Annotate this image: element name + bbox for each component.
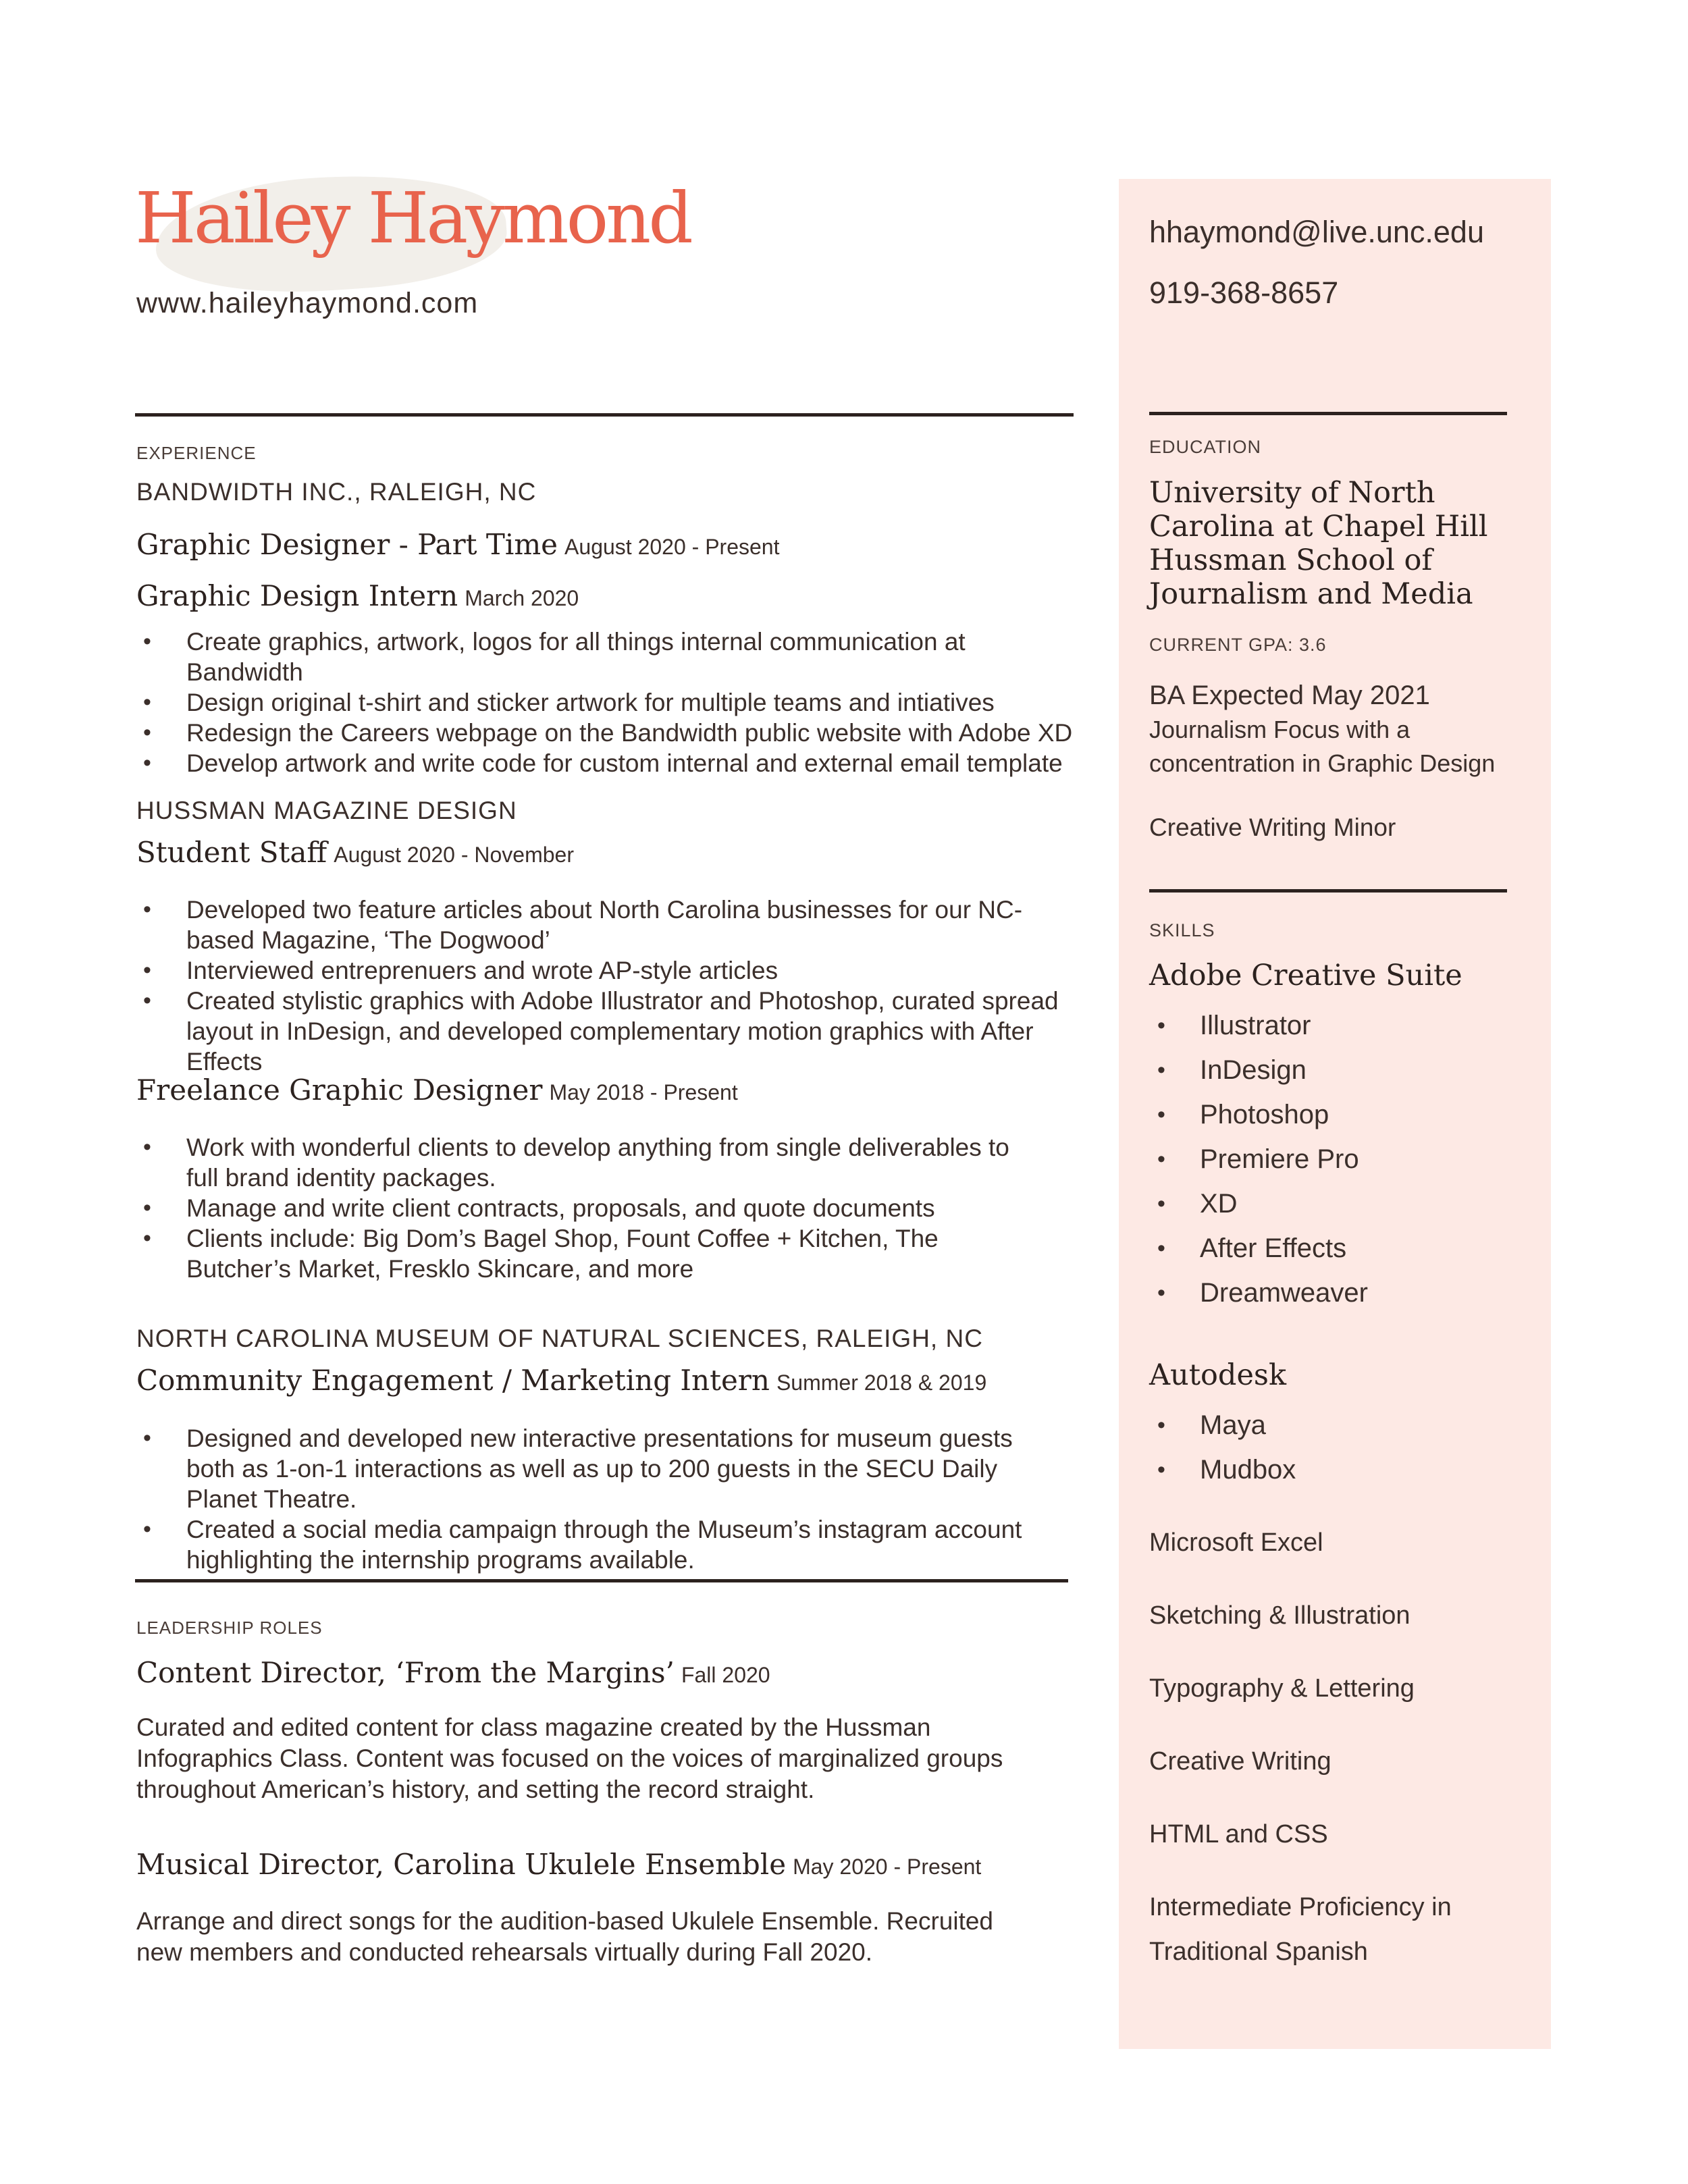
list-item: • Interviewed entreprenuers and wrote AP-style articles [136,955,1075,986]
role-title: Freelance Graphic Designer [136,1073,543,1107]
list-item: • InDesign [1149,1048,1368,1092]
leadership-divider [135,1579,1068,1582]
education-label: EDUCATION [1149,437,1262,457]
role-title: Graphic Designer - Part Time [136,528,558,561]
list-item: • Illustrator [1149,1003,1368,1048]
list-item: • Mudbox [1149,1447,1296,1492]
list-item: • Created a social media campaign through the Museum’s instagram account highlighting the internship programs available. [136,1514,1061,1575]
list-item: • Created stylistic graphics with Adobe Illustrator and Photoshop, curated spread layout in InDesign, and developed complementary motion graphics with After Effects [136,986,1075,1077]
list-item: • Redesign the Careers webpage on the Bandwidth public website with Adobe XD [136,718,1082,748]
role-date: May 2018 - Present [549,1080,738,1104]
list-item: • Create graphics, artwork, logos for all things internal communication at Bandwidth [136,627,1082,687]
list-item: • Develop artwork and write code for custom internal and external email template [136,748,1082,778]
skills-label: SKILLS [1149,920,1215,940]
autodesk-heading: Autodesk [1149,1358,1287,1392]
list-item: • Photoshop [1149,1092,1368,1137]
skill-creative-writing: Creative Writing [1149,1747,1331,1776]
freelance-bullets [136,1132,1028,1284]
company-hussman-magazine: HUSSMAN MAGAZINE DESIGN [136,797,517,824]
gpa: CURRENT GPA: 3.6 [1149,635,1327,655]
skills-divider [1149,889,1507,893]
list-item: • Maya [1149,1403,1296,1447]
experience-divider [135,413,1074,417]
museum-bullets [136,1423,1061,1575]
education-divider [1149,412,1507,415]
list-item: • Designed and developed new interactive presentations for museum guests both as 1-on-1 interactions as well as up to 200 guests in the SECU Daily Planet Theatre. [136,1423,1061,1514]
list-item: • Manage and write client contracts, proposals, and quote documents [136,1193,1028,1223]
list-item: • Clients include: Big Dom’s Bagel Shop, Fount Coffee + Kitchen, The Butcher’s Market, Fresklo Skincare, and more [136,1223,1028,1284]
autodesk-skill-list [1149,1403,1296,1492]
adobe-suite-heading: Adobe Creative Suite [1149,959,1462,992]
skill-spanish-line-1: Intermediate Proficiency in [1149,1893,1452,1921]
musical-director-description: Arrange and direct songs for the audition-based Ukulele Ensemble. Recruited new members and conducted rehearsals virtually during Fall 2020. [136,1907,994,1966]
list-item: • Dreamweaver [1149,1271,1368,1315]
list-item: • XD [1149,1181,1368,1226]
list-item: • Work with wonderful clients to develop anything from single deliverables to full brand identity packages. [136,1132,1028,1193]
role-graphic-design-intern [136,579,579,612]
company-bandwidth: BANDWIDTH INC., RALEIGH, NC [136,478,537,506]
role-date: August 2020 - November [334,843,574,867]
role-student-staff [136,836,574,869]
company-nc-museum: NORTH CAROLINA MUSEUM OF NATURAL SCIENCES, RALEIGH, NC [136,1325,983,1352]
skill-spanish-line-2: Traditional Spanish [1149,1938,1368,1966]
list-item: • Design original t-shirt and sticker artwork for multiple teams and intiatives [136,687,1082,718]
list-item: • After Effects [1149,1226,1368,1271]
email-link[interactable]: hhaymond@live.unc.edu [1149,215,1484,249]
adobe-skill-list [1149,1003,1368,1315]
role-content-director [136,1656,770,1689]
minor: Creative Writing Minor [1149,814,1396,841]
role-freelance-designer [136,1073,738,1107]
role-community-engagement [136,1364,986,1397]
role-date: March 2020 [465,586,579,610]
focus-line-2: concentration in Graphic Design [1149,749,1496,777]
leadership-label: LEADERSHIP ROLES [136,1618,323,1638]
role-title: Musical Director, Carolina Ukulele Ensemble [136,1848,787,1881]
phone-number: 919-368-8657 [1149,275,1339,310]
role-graphic-designer [136,528,779,561]
role-date: Fall 2020 [681,1663,770,1687]
content-director-description: Curated and edited content for class magazine created by the Hussman Infographics Class. Content was focused on the voices of marginalized groups throughout American’s history, and setting the record straight. [136,1713,1003,1803]
list-item: • Premiere Pro [1149,1137,1368,1181]
candidate-name: Hailey Haymond [135,177,691,259]
degree: BA Expected May 2021 [1149,681,1430,710]
role-date: Summer 2018 & 2019 [776,1370,987,1395]
school-name: University of North Carolina at Chapel Hill Hussman School of Journalism and Media [1149,476,1488,611]
skill-excel: Microsoft Excel [1149,1528,1323,1557]
focus-line-1: Journalism Focus with a [1149,716,1410,743]
skill-typography: Typography & Lettering [1149,1674,1415,1703]
website-link[interactable]: www.haileyhaymond.com [136,287,479,319]
role-date: May 2020 - Present [793,1855,982,1879]
role-musical-director [136,1848,981,1881]
list-item: • Developed two feature articles about North Carolina businesses for our NC-based Magazine, ‘The Dogwood’ [136,895,1075,955]
experience-label: EXPERIENCE [136,443,257,463]
skill-sketching: Sketching & Illustration [1149,1601,1410,1630]
role-date: August 2020 - Present [564,535,780,559]
role-title: Graphic Design Intern [136,579,458,612]
bandwidth-bullets [136,627,1082,778]
hussman-bullets [136,895,1075,1077]
skill-html-css: HTML and CSS [1149,1820,1328,1848]
role-title: Student Staff [136,836,327,869]
role-title: Content Director, ‘From the Margins’ [136,1656,675,1689]
role-title: Community Engagement / Marketing Intern [136,1364,770,1397]
